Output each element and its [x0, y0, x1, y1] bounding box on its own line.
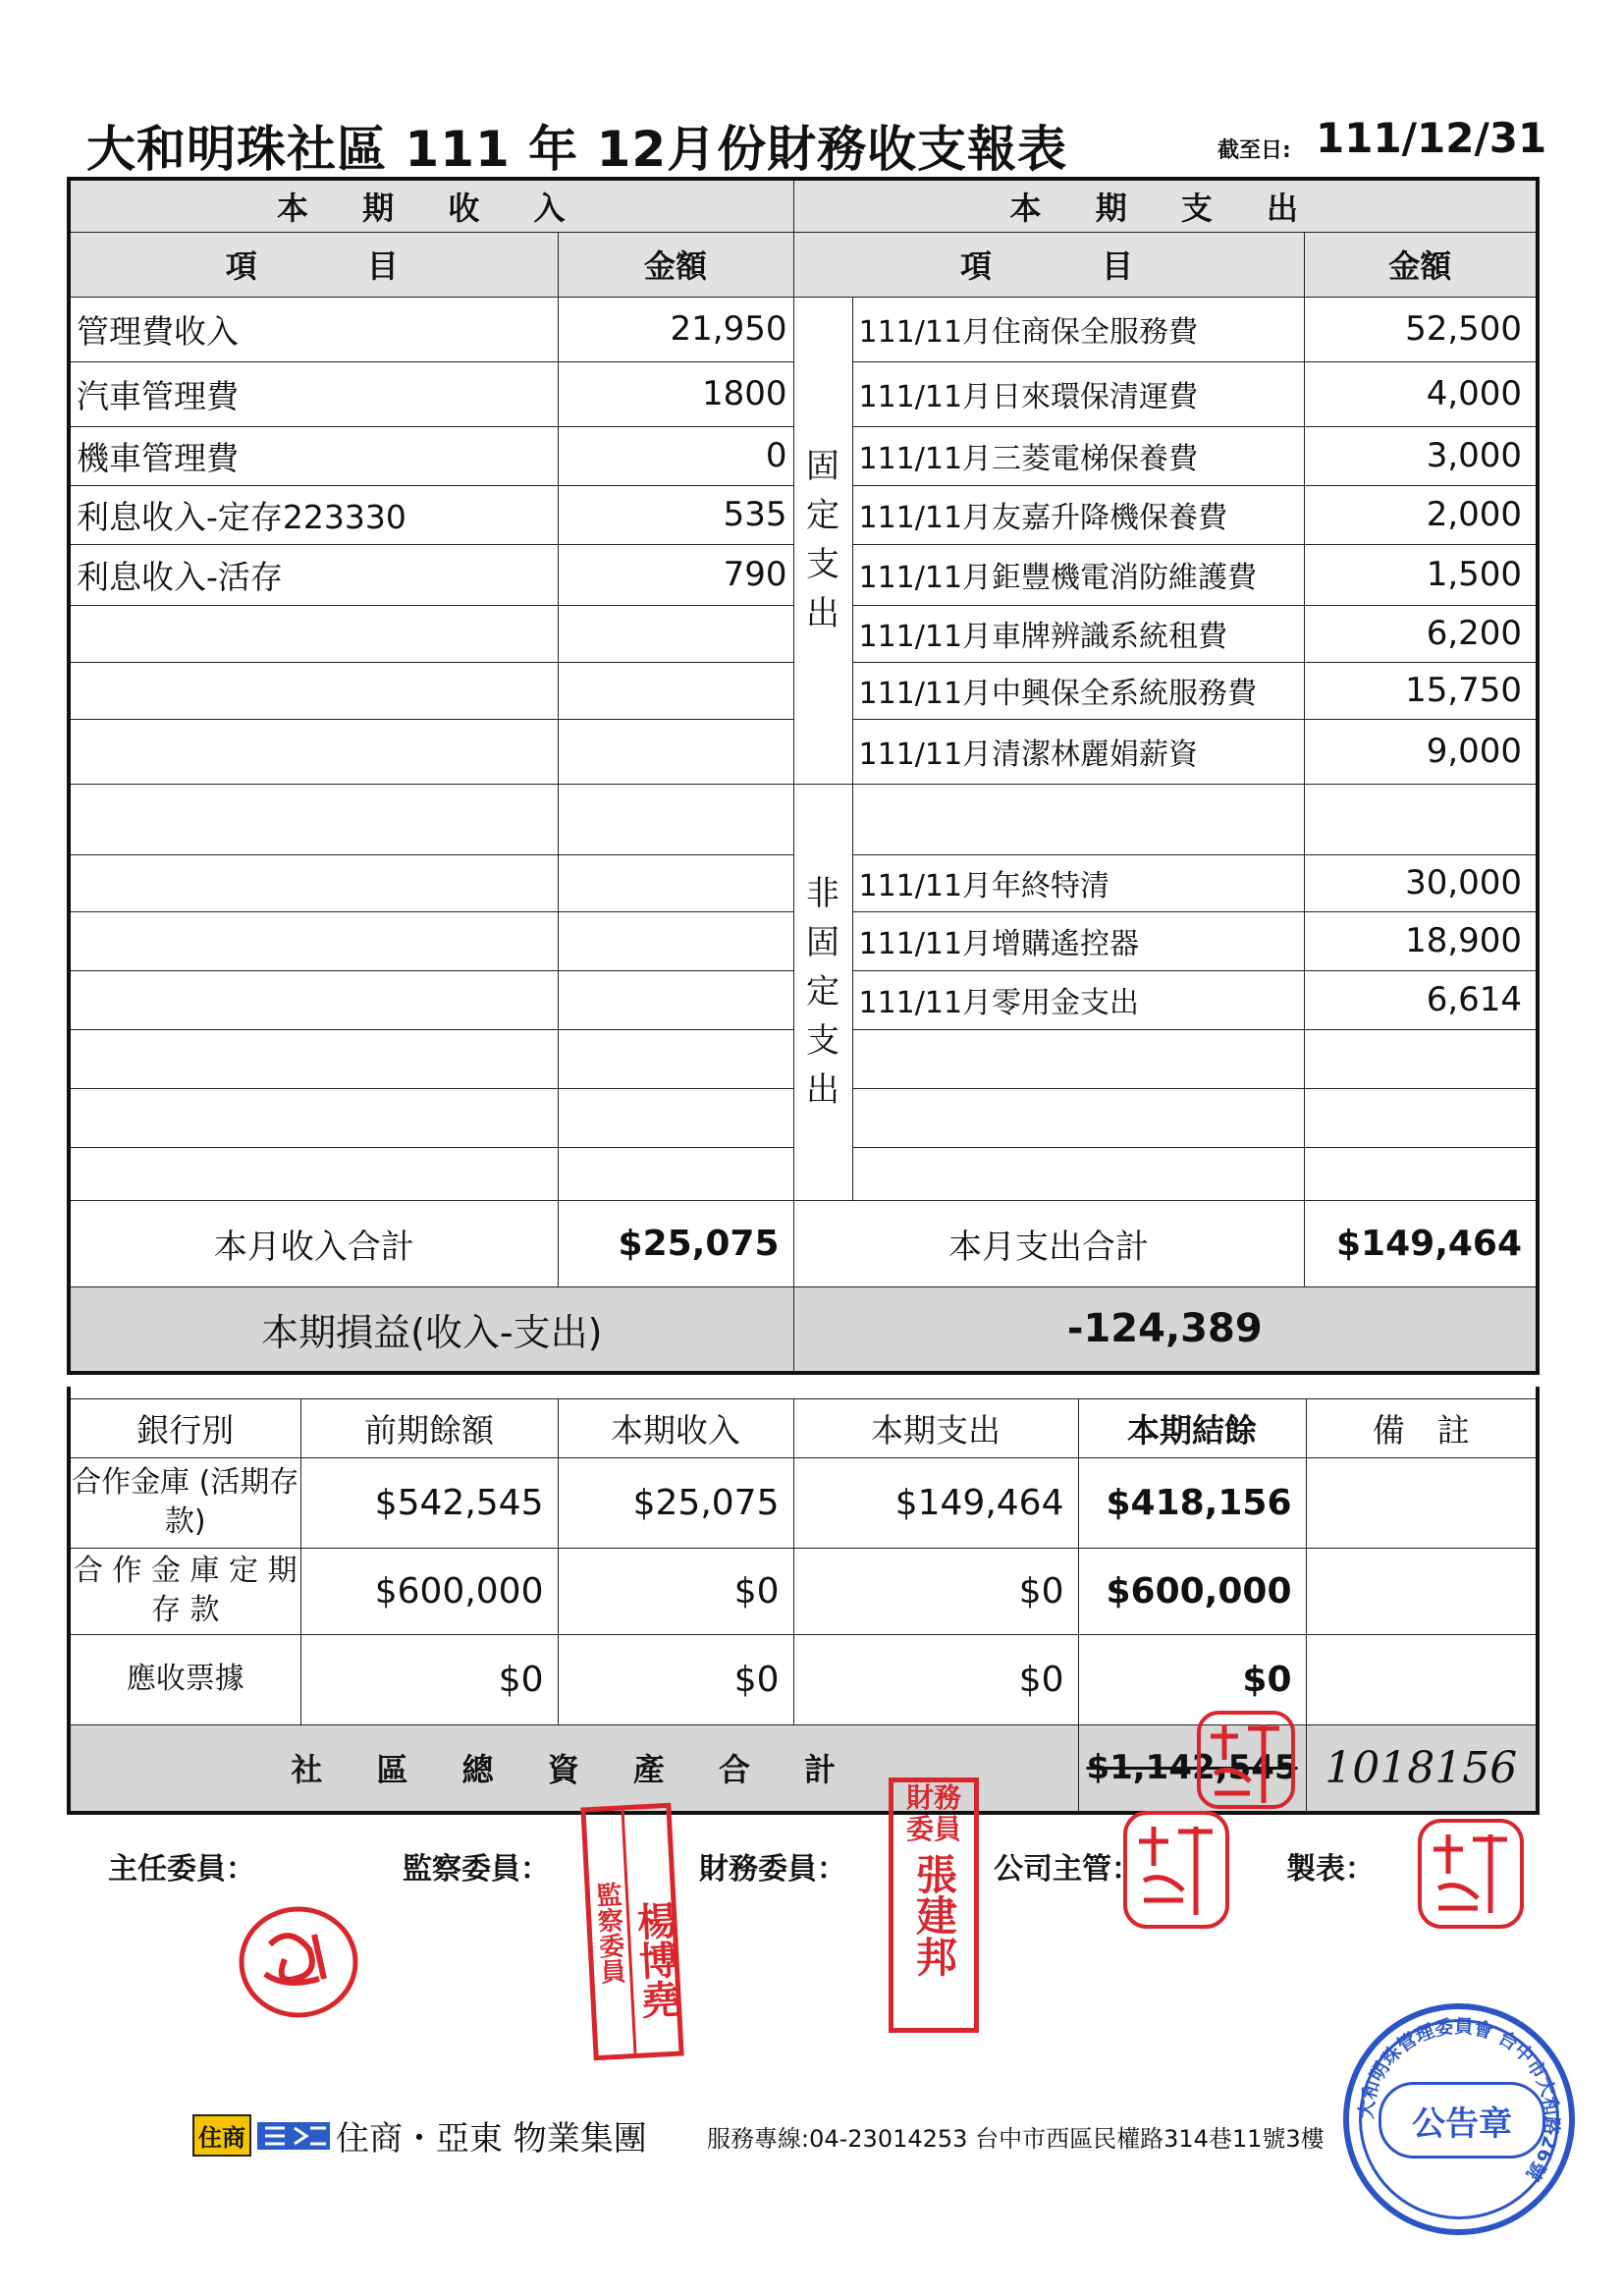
- bank-header-expense: 本期支出: [793, 1398, 1078, 1457]
- bank-name: 合作金庫 (活期存款): [69, 1457, 300, 1548]
- bank-balance: $600,000: [1078, 1548, 1306, 1634]
- as-of-label: 截至日:: [1217, 138, 1291, 163]
- expense-item: 111/11月日來環保清運費: [852, 361, 1304, 426]
- footer-service: 服務專線:04-23014253 台中市西區民權路314巷11號3樓: [707, 2125, 1325, 2153]
- bank-prev: $542,545: [300, 1457, 558, 1548]
- expense-empty-cell: [852, 1029, 1304, 1088]
- total-assets-handwritten-cell: [1306, 1724, 1538, 1813]
- income-item: 汽車管理費: [69, 361, 558, 426]
- bank-prev: $600,000: [300, 1548, 558, 1634]
- expense-empty-cell: [852, 1088, 1304, 1147]
- manager-seal-stamp: [1119, 1807, 1237, 1935]
- income-item: 機車管理費: [69, 426, 558, 485]
- bank-prev: $0: [300, 1634, 558, 1724]
- income-empty-cell: [558, 1088, 793, 1147]
- finance-stamp: [889, 1777, 979, 2033]
- expense-item: 111/11月友嘉升降機保養費: [852, 485, 1304, 544]
- income-empty-cell: [69, 1088, 558, 1147]
- income-empty-cell: [69, 784, 558, 854]
- expense-amount: 3,000: [1304, 426, 1538, 485]
- report-title: 大和明珠社區 111 年 12月份財務收支報表: [86, 121, 1068, 178]
- expense-empty-cell: [1304, 1147, 1538, 1200]
- income-empty-cell: [558, 854, 793, 911]
- finance-label: 財務委員：: [699, 1852, 846, 1886]
- bank-income: $0: [558, 1634, 793, 1724]
- bank-expense: $149,464: [793, 1457, 1078, 1548]
- expense-item: 111/11月零用金支出: [852, 970, 1304, 1029]
- table-row: [69, 1548, 1538, 1634]
- income-amount: 1800: [558, 361, 793, 426]
- income-empty-cell: [558, 970, 793, 1029]
- supervisor-label: 監察委員：: [403, 1852, 550, 1886]
- income-empty-cell: [69, 605, 558, 662]
- income-expense-table: [67, 177, 1540, 1375]
- finance-stamp-title: 財務委員: [905, 1781, 961, 1845]
- brand-logo-mark: 住商: [192, 2114, 251, 2157]
- preparer-label: 製表：: [1286, 1852, 1375, 1886]
- expense-empty-cell: [852, 1147, 1304, 1200]
- income-empty-cell: [69, 911, 558, 970]
- bank-header-prev: 前期餘額: [300, 1398, 558, 1457]
- total-assets-printed: $1,142,545: [1078, 1724, 1306, 1813]
- preparer-seal-stamp: [1414, 1815, 1530, 1933]
- supervisor-stamp-name: 楊博堯: [629, 1899, 681, 2020]
- expense-empty-cell: [1304, 1029, 1538, 1088]
- footer-brand-block: [192, 2111, 647, 2159]
- income-amount: 0: [558, 426, 793, 485]
- expense-item: 111/11月中興保全系統服務費: [852, 662, 1304, 719]
- bank-income: $0: [558, 1548, 793, 1634]
- income-item: 利息收入-定存223330: [69, 485, 558, 544]
- income-empty-cell: [558, 911, 793, 970]
- bank-income: $25,075: [558, 1457, 793, 1548]
- income-empty-cell: [558, 719, 793, 784]
- footer-brand: 住商・亞東 物業集團: [336, 2119, 647, 2159]
- income-section-header: 本 期 收 入: [69, 179, 793, 232]
- income-empty-cell: [69, 662, 558, 719]
- community-seal-ring: [1349, 2009, 1569, 2229]
- nonfixed-expense-label: 非固定支出: [793, 784, 852, 1200]
- chair-label: 主任委員：: [108, 1852, 255, 1886]
- fixed-expense-label: 固定支出: [793, 297, 852, 784]
- total-correction-stamp: [1193, 1707, 1301, 1815]
- income-empty-cell: [69, 719, 558, 784]
- expense-item: 111/11月住商保全服務費: [852, 297, 1304, 361]
- community-seal-text: 公告章: [1379, 2082, 1545, 2159]
- income-item: 管理費收入: [69, 297, 558, 361]
- expense-section-header: 本 期 支 出: [793, 179, 1538, 232]
- income-empty-cell: [558, 784, 793, 854]
- income-amount: 21,950: [558, 297, 793, 361]
- expense-amount: 6,200: [1304, 605, 1538, 662]
- bank-balance: $418,156: [1078, 1457, 1306, 1548]
- expense-empty-cell: [1304, 784, 1538, 854]
- income-item: 利息收入-活存: [69, 544, 558, 605]
- expense-item: 111/11月三菱電梯保養費: [852, 426, 1304, 485]
- table-row: [69, 1634, 1538, 1724]
- income-empty-cell: [558, 605, 793, 662]
- expense-amount: 18,900: [1304, 911, 1538, 970]
- bank-header-balance: 本期結餘: [1078, 1398, 1306, 1457]
- svg-text:大和明珠管理委員會 台中市大和路26號: 大和明珠管理委員會 台中市大和路26號: [1355, 2015, 1563, 2185]
- income-empty-cell: [69, 1147, 558, 1200]
- bank-note: [1306, 1457, 1538, 1548]
- income-amount-header: 金額: [558, 232, 793, 297]
- expense-amount: 2,000: [1304, 485, 1538, 544]
- finance-stamp-name: 張建邦: [910, 1853, 958, 1977]
- expense-amount: 6,614: [1304, 970, 1538, 1029]
- income-empty-cell: [558, 662, 793, 719]
- bank-balance-table: [67, 1387, 1540, 1815]
- supervisor-stamp: [580, 1803, 683, 2060]
- bank-name: 合 作 金 庫 定 期 存 款: [69, 1548, 300, 1634]
- bank-expense: $0: [793, 1634, 1078, 1724]
- bank-note: [1306, 1548, 1538, 1634]
- income-amount: 790: [558, 544, 793, 605]
- expense-total-amount: $149,464: [1304, 1200, 1538, 1286]
- profit-loss-label: 本期損益(收入-支出): [69, 1286, 793, 1373]
- supervisor-stamp-title: 監察委員: [586, 1810, 637, 2055]
- income-amount: 535: [558, 485, 793, 544]
- bank-balance: $0: [1078, 1634, 1306, 1724]
- expense-amount: 4,000: [1304, 361, 1538, 426]
- bank-name: 應收票據: [69, 1634, 300, 1724]
- income-total-amount: $25,075: [558, 1200, 793, 1286]
- as-of-date: 111/12/31: [1316, 114, 1547, 162]
- bank-header-income: 本期收入: [558, 1398, 793, 1457]
- brand-logo-icon: [255, 2118, 332, 2154]
- expense-amount: 1,500: [1304, 544, 1538, 605]
- expense-amount: 52,500: [1304, 297, 1538, 361]
- total-assets-handwritten: 1018156: [1325, 1742, 1518, 1793]
- table-row: [69, 1457, 1538, 1548]
- bank-expense: $0: [793, 1548, 1078, 1634]
- bank-header-note: 備 註: [1306, 1398, 1538, 1457]
- income-empty-cell: [69, 854, 558, 911]
- income-empty-cell: [558, 1029, 793, 1088]
- expense-item: 111/11月清潔林麗娟薪資: [852, 719, 1304, 784]
- income-empty-cell: [69, 970, 558, 1029]
- total-assets-label: 社 區 總 資 產 合 計: [69, 1724, 1078, 1813]
- bank-header-name: 銀行別: [69, 1398, 300, 1457]
- chair-seal-stamp: [236, 1905, 363, 2023]
- expense-total-label: 本月支出合計: [793, 1200, 1304, 1286]
- profit-loss-value: -124,389: [793, 1286, 1538, 1373]
- manager-label: 公司主管：: [994, 1852, 1141, 1886]
- income-total-label: 本月收入合計: [69, 1200, 558, 1286]
- expense-amount: 30,000: [1304, 854, 1538, 911]
- expense-item: 111/11月年終特清: [852, 854, 1304, 911]
- expense-item-header: 項 目: [793, 232, 1304, 297]
- expense-item: 111/11月鉅豐機電消防維護費: [852, 544, 1304, 605]
- expense-item: 111/11月增購遙控器: [852, 911, 1304, 970]
- expense-empty-cell: [852, 784, 1304, 854]
- expense-item: 111/11月車牌辨識系統租費: [852, 605, 1304, 662]
- income-item-header: 項 目: [69, 232, 558, 297]
- income-empty-cell: [558, 1147, 793, 1200]
- expense-amount: 9,000: [1304, 719, 1538, 784]
- expense-amount: 15,750: [1304, 662, 1538, 719]
- bank-note: [1306, 1634, 1538, 1724]
- expense-amount-header: 金額: [1304, 232, 1538, 297]
- community-seal: [1343, 2003, 1575, 2235]
- income-empty-cell: [69, 1029, 558, 1088]
- expense-empty-cell: [1304, 1088, 1538, 1147]
